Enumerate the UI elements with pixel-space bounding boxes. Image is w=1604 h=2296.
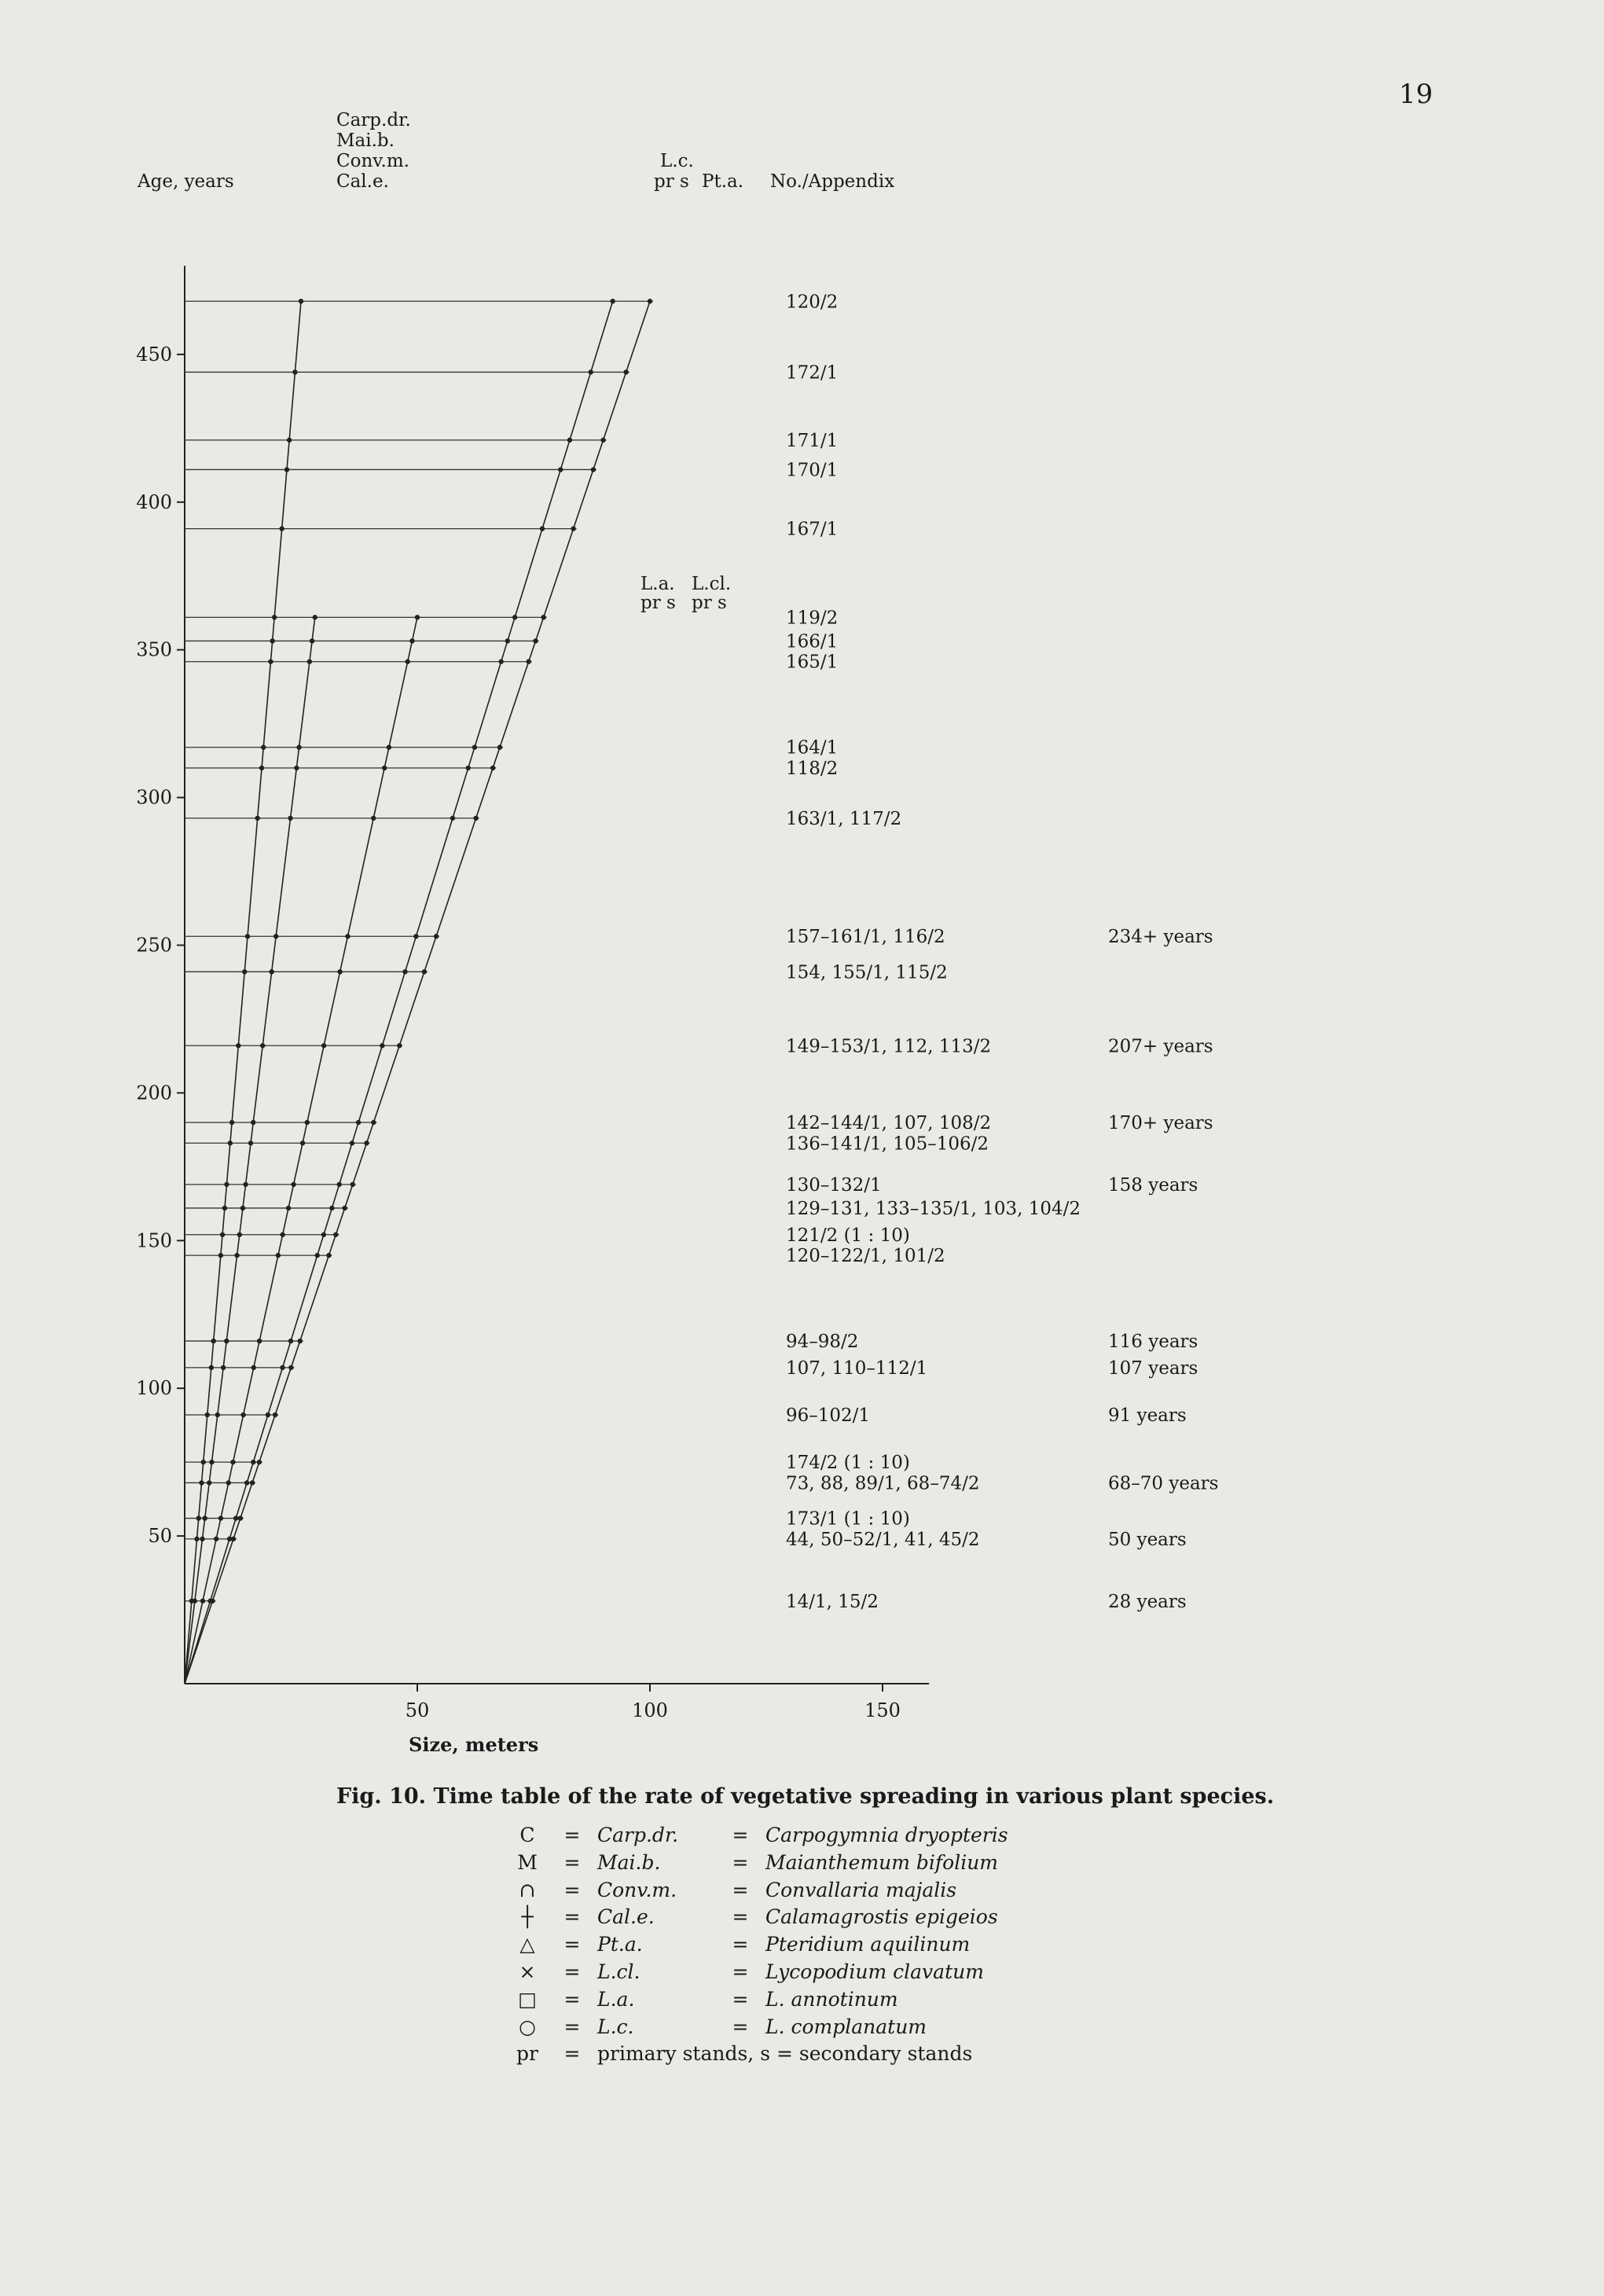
series-marker xyxy=(298,1339,303,1343)
stand-row-label: 120/2 xyxy=(786,292,839,313)
series-marker xyxy=(296,745,301,750)
series-marker xyxy=(371,1120,376,1125)
legend-species-name: Carpogymnia dryopteris xyxy=(765,1824,1008,1846)
legend-equals: = xyxy=(732,2015,749,2038)
series-marker xyxy=(251,1460,255,1464)
series-marker xyxy=(194,1537,199,1541)
series-marker xyxy=(287,438,292,443)
stand-row-label: 172/1 xyxy=(786,362,839,384)
y-tick-label: 50 xyxy=(148,1525,172,1548)
series-marker xyxy=(240,1206,245,1210)
series-marker xyxy=(248,1141,253,1145)
series-marker xyxy=(387,745,391,750)
stand-row-label: 118/2 xyxy=(786,759,839,780)
series-marker xyxy=(450,816,455,821)
legend-species-name: Maianthemum bifolium xyxy=(765,1850,999,1874)
series-line xyxy=(185,301,301,1684)
stand-row-label: 170/1 xyxy=(786,460,839,481)
series-marker xyxy=(610,299,615,303)
legend-equals: = xyxy=(732,1960,749,1983)
figure-caption: Fig. 10. Time table of the rate of vegetative spreading in various plant species. xyxy=(336,1784,1275,1809)
legend-abbr: L.a. xyxy=(597,1987,635,2011)
series-marker xyxy=(434,934,439,939)
stand-row-note: 158 years xyxy=(1108,1174,1198,1196)
y-tick-label: 200 xyxy=(136,1082,172,1104)
legend-equals: = xyxy=(563,2042,581,2066)
legend-equals: = xyxy=(732,1878,749,1901)
legend-row xyxy=(503,1877,1013,1905)
series-marker xyxy=(229,1120,234,1125)
series-marker xyxy=(533,638,538,643)
legend-equals: = xyxy=(732,1987,749,2011)
legend-equals: = xyxy=(563,1987,581,2011)
series-marker xyxy=(350,1141,354,1145)
stand-row-note: 107 years xyxy=(1108,1357,1198,1379)
series-marker xyxy=(300,1141,305,1145)
series-marker xyxy=(310,638,314,643)
series-marker xyxy=(382,766,387,770)
stand-row-note: 68–70 years xyxy=(1108,1473,1219,1494)
legend-species-name: Calamagrostis epigeios xyxy=(765,1905,998,1929)
stand-row-label: 107, 110–112/1 xyxy=(786,1357,928,1379)
legend-row xyxy=(503,2014,1013,2041)
series-marker xyxy=(268,659,273,664)
series-marker xyxy=(279,526,284,531)
series-marker xyxy=(257,1339,262,1343)
legend-abbr: L.c. xyxy=(597,2015,634,2038)
series-marker xyxy=(321,1232,326,1237)
series-marker xyxy=(209,1365,214,1370)
stand-row-label: 164/1 xyxy=(786,737,839,759)
series-marker xyxy=(237,1232,242,1237)
series-marker xyxy=(648,299,652,303)
series-marker xyxy=(207,1599,212,1604)
label-la-sub: pr s xyxy=(640,593,676,613)
legend-abbr: Pt.a. xyxy=(597,1933,643,1956)
legend-row xyxy=(503,1822,1013,1850)
series-marker xyxy=(259,766,264,770)
series-marker xyxy=(200,1599,205,1604)
stand-row-label: 120–122/1, 101/2 xyxy=(786,1246,945,1267)
series-marker xyxy=(288,816,292,821)
stand-row-label: 96–102/1 xyxy=(786,1405,871,1427)
series-marker xyxy=(422,969,427,974)
header-carp: Carp.dr. xyxy=(336,110,411,130)
series-marker xyxy=(211,1339,215,1343)
stand-row-note: 234+ years xyxy=(1108,927,1213,948)
series-marker xyxy=(305,1120,310,1125)
y-tick-label: 150 xyxy=(136,1229,172,1252)
header-pr-s: pr s xyxy=(654,171,689,192)
stand-row-label: 121/2 (1 : 10) xyxy=(786,1225,910,1246)
y-tick-label: 350 xyxy=(136,638,172,661)
series-marker xyxy=(280,1232,284,1237)
stand-row-label: 154, 155/1, 115/2 xyxy=(786,962,948,983)
series-marker xyxy=(209,1460,214,1464)
legend-abbr: Carp.dr. xyxy=(597,1824,679,1846)
series-marker xyxy=(244,1480,249,1485)
series-marker xyxy=(224,1182,229,1187)
series-marker xyxy=(214,1537,218,1541)
series-marker xyxy=(207,1480,211,1485)
series-marker xyxy=(280,1365,284,1370)
age-axis-title: Age, years xyxy=(138,171,234,192)
legend-symbol: △ xyxy=(519,1933,535,1956)
series-marker xyxy=(299,299,303,303)
series-marker xyxy=(218,1515,223,1520)
stand-row-label: 157–161/1, 116/2 xyxy=(786,927,945,948)
series-marker xyxy=(326,1253,331,1258)
legend-row xyxy=(503,1904,1013,1931)
series-line xyxy=(185,617,417,1684)
legend-equals: = xyxy=(732,1905,749,1929)
series-marker xyxy=(230,1460,235,1464)
header-lc: L.c. xyxy=(660,151,694,171)
series-marker xyxy=(284,467,289,472)
series-marker xyxy=(321,1043,326,1048)
series-marker xyxy=(313,615,317,619)
series-marker xyxy=(307,659,312,664)
series-marker xyxy=(266,1412,270,1417)
series-marker xyxy=(273,1412,277,1417)
stand-row-label: 94–98/2 xyxy=(786,1332,859,1353)
stand-row-note: 28 years xyxy=(1108,1591,1187,1612)
legend-equals: = xyxy=(563,1960,581,1983)
stand-row-label: 167/1 xyxy=(786,519,839,540)
series-marker xyxy=(251,1365,256,1370)
series-marker xyxy=(409,638,414,643)
legend-abbr: Cal.e. xyxy=(597,1905,655,1929)
legend-species-name: Pteridium aquilinum xyxy=(765,1933,971,1956)
stand-row-label: 14/1, 15/2 xyxy=(786,1591,879,1612)
series-marker xyxy=(402,969,407,974)
series-marker xyxy=(415,615,420,619)
series-marker xyxy=(218,1253,223,1258)
header-mai: Mai.b. xyxy=(336,130,395,151)
stand-row-label: 165/1 xyxy=(786,652,839,673)
stand-row-label: 129–131, 133–135/1, 103, 104/2 xyxy=(786,1198,1081,1219)
series-marker xyxy=(257,1460,262,1464)
series-marker xyxy=(623,369,628,374)
series-marker xyxy=(473,816,478,821)
y-tick-label: 300 xyxy=(136,786,172,809)
series-marker xyxy=(270,638,274,643)
stand-row-label: 166/1 xyxy=(786,631,839,652)
legend-footer-row xyxy=(503,2041,1013,2068)
legend-symbol: M xyxy=(517,1850,538,1874)
legend-row xyxy=(503,1986,1013,2014)
legend-symbol: C xyxy=(519,1824,535,1846)
series-marker xyxy=(221,1365,226,1370)
stand-row-label: 142–144/1, 107, 108/2 xyxy=(786,1112,992,1133)
series-marker xyxy=(240,1412,245,1417)
legend-symbol: ∩ xyxy=(519,1878,536,1901)
series-marker xyxy=(292,369,297,374)
series-marker xyxy=(200,1537,204,1541)
label-lcl: L.cl. xyxy=(692,574,732,594)
series-marker xyxy=(227,1537,232,1541)
legend-symbol: ┼ xyxy=(521,1905,534,1929)
series-marker xyxy=(288,1365,293,1370)
stand-row-note: 170+ years xyxy=(1108,1112,1213,1133)
legend-abbr: Conv.m. xyxy=(597,1878,677,1901)
series-marker xyxy=(413,934,418,939)
stand-row-label: 174/2 (1 : 10) xyxy=(786,1453,910,1474)
series-marker xyxy=(589,369,593,374)
page-number: 19 xyxy=(1399,79,1433,110)
series-marker xyxy=(286,1206,291,1210)
x-tick-label: 100 xyxy=(632,1699,668,1721)
series-marker xyxy=(234,1253,239,1258)
series-marker xyxy=(242,969,247,974)
label-la: L.a. xyxy=(640,574,675,594)
series-marker xyxy=(498,659,503,664)
series-marker xyxy=(261,745,266,750)
series-marker xyxy=(260,1043,265,1048)
series-marker xyxy=(336,1182,341,1187)
series-marker xyxy=(497,745,502,750)
series-marker xyxy=(255,816,259,821)
series-marker xyxy=(466,766,471,770)
header-conv: Conv.m. xyxy=(336,151,409,171)
series-marker xyxy=(196,1515,201,1520)
legend-species-name: L. complanatum xyxy=(765,2015,927,2038)
label-lcl-sub: pr s xyxy=(692,593,727,613)
series-marker xyxy=(541,615,545,619)
series-line xyxy=(185,617,315,1684)
header-pta: Pt.a. xyxy=(702,171,744,192)
series-marker xyxy=(245,934,250,939)
legend-equals: = xyxy=(732,1850,749,1874)
legend-equals: = xyxy=(563,1824,581,1846)
series-marker xyxy=(490,766,495,770)
series-marker xyxy=(512,615,517,619)
header-appendix: No./Appendix xyxy=(770,171,895,192)
stand-row-label: 44, 50–52/1, 41, 45/2 xyxy=(786,1529,980,1550)
series-marker xyxy=(397,1043,402,1048)
series-marker xyxy=(351,1182,355,1187)
stand-row-label: 171/1 xyxy=(786,430,839,451)
series-marker xyxy=(276,1253,281,1258)
legend-species-name: Convallaria majalis xyxy=(765,1878,957,1901)
y-tick-label: 450 xyxy=(136,343,172,366)
series-marker xyxy=(315,1253,320,1258)
legend-row xyxy=(503,1959,1013,1986)
stand-row-label: 73, 88, 89/1, 68–74/2 xyxy=(786,1473,980,1494)
series-marker xyxy=(251,1120,255,1125)
series-marker xyxy=(558,467,563,472)
series-marker xyxy=(380,1043,384,1048)
legend-abbr: Mai.b. xyxy=(597,1850,661,1874)
series-marker xyxy=(364,1141,369,1145)
y-tick-label: 250 xyxy=(136,934,172,957)
series-marker xyxy=(215,1412,220,1417)
series-marker xyxy=(222,1206,227,1210)
stand-row-label: 130–132/1 xyxy=(786,1174,882,1196)
series-marker xyxy=(291,1182,295,1187)
series-marker xyxy=(333,1232,338,1237)
legend-equals: = xyxy=(563,1933,581,1956)
series-marker xyxy=(505,638,510,643)
series-marker xyxy=(600,438,605,443)
series-marker xyxy=(272,615,277,619)
stand-row-label: 119/2 xyxy=(786,608,839,629)
stand-row-label: 136–141/1, 105–106/2 xyxy=(786,1133,989,1155)
x-tick-label: 50 xyxy=(405,1699,430,1721)
series-marker xyxy=(250,1480,255,1485)
legend xyxy=(503,1822,1013,2068)
series-line xyxy=(185,301,613,1684)
series-marker xyxy=(345,934,350,939)
series-marker xyxy=(591,467,596,472)
legend-abbr: L.cl. xyxy=(597,1960,640,1983)
series-marker xyxy=(224,1339,229,1343)
series-marker xyxy=(269,969,273,974)
series-marker xyxy=(337,969,342,974)
legend-species-name: L. annotinum xyxy=(765,1987,898,2011)
legend-footer-text: primary stands, s = secondary stands xyxy=(597,2042,973,2066)
series-marker xyxy=(203,1515,207,1520)
series-marker xyxy=(472,745,477,750)
legend-symbol: ○ xyxy=(519,2015,536,2038)
series-marker xyxy=(526,659,530,664)
series-marker xyxy=(205,1412,210,1417)
series-marker xyxy=(567,438,572,443)
series-marker xyxy=(406,659,410,664)
stand-row-label: 163/1, 117/2 xyxy=(786,808,902,829)
stand-row-note: 116 years xyxy=(1108,1332,1198,1353)
x-axis-title: Size, meters xyxy=(409,1733,539,1756)
series-line xyxy=(185,301,650,1684)
series-marker xyxy=(342,1206,347,1210)
stand-row-note: 91 years xyxy=(1108,1405,1187,1427)
series-marker xyxy=(273,934,278,939)
legend-symbol: × xyxy=(519,1960,536,1983)
series-marker xyxy=(571,526,575,531)
stand-row-label: 173/1 (1 : 10) xyxy=(786,1508,910,1530)
legend-row xyxy=(503,1931,1013,1959)
series-marker xyxy=(329,1206,334,1210)
series-marker xyxy=(226,1480,231,1485)
series-marker xyxy=(199,1480,204,1485)
legend-symbol: □ xyxy=(518,1987,537,2011)
series-marker xyxy=(288,1339,293,1343)
stand-row-note: 50 years xyxy=(1108,1529,1187,1550)
legend-equals: = xyxy=(563,1905,581,1929)
series-marker xyxy=(540,526,545,531)
stand-row-note: 207+ years xyxy=(1108,1036,1213,1057)
legend-species-name: Lycopodium clavatum xyxy=(765,1960,984,1983)
series-marker xyxy=(294,766,299,770)
series-marker xyxy=(201,1460,206,1464)
series-marker xyxy=(356,1120,361,1125)
legend-equals: = xyxy=(563,1878,581,1901)
series-marker xyxy=(220,1232,225,1237)
legend-equals: = xyxy=(732,1933,749,1956)
series-marker xyxy=(233,1515,238,1520)
x-tick-label: 150 xyxy=(864,1699,901,1721)
series-marker xyxy=(189,1599,194,1604)
series-marker xyxy=(236,1043,240,1048)
series-marker xyxy=(243,1182,248,1187)
y-tick-label: 100 xyxy=(136,1377,172,1400)
legend-pr: pr xyxy=(516,2042,538,2066)
stand-row-label: 149–153/1, 112, 113/2 xyxy=(786,1036,992,1057)
legend-equals: = xyxy=(732,1824,749,1846)
legend-equals: = xyxy=(563,2015,581,2038)
header-cal: Cal.e. xyxy=(336,171,389,192)
series-marker xyxy=(371,816,376,821)
series-marker xyxy=(238,1515,243,1520)
legend-equals: = xyxy=(563,1850,581,1874)
legend-row xyxy=(503,1850,1013,1877)
y-tick-label: 400 xyxy=(136,490,172,513)
series-marker xyxy=(228,1141,233,1145)
